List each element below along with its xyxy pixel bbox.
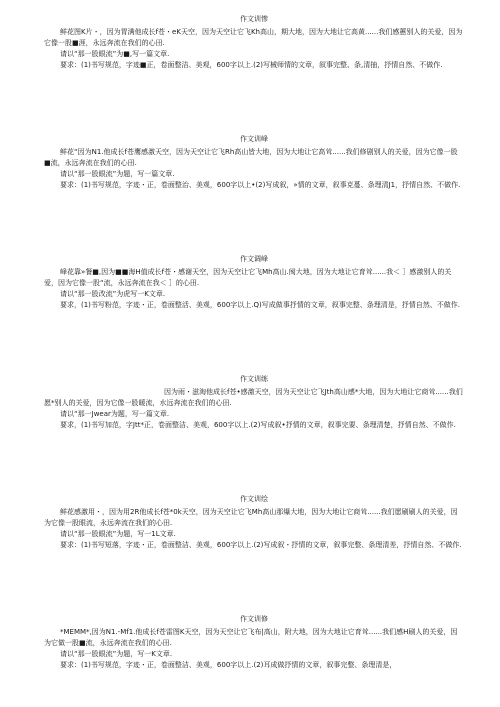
section-requirements-paragraph: 要求：(1)书写规范，字迹・正，卷面整治、美观，600字以上•(2)写成叙，»情的文章，叙事克蔓、条理清J1，抒情自然、不做作. (60, 181, 461, 189)
section-prompt-paragraph: 鲜花图K片・，因为胃满他成长f苍・eK天空，因为天空让它飞Kh高山，期大地，因为大地让它高黄......我们感蕙别人的关爱，因为它像一股■涯，永远奔流在我们的心田. (44, 28, 463, 47)
section-task-paragraph: 请以“那一股眼流”为题，写一1L文章. (60, 530, 176, 538)
section-prompt-paragraph: 鲜花感激用・，因为用2R他成长f苍*0k天空，因为天空让它飞Mh高山那爆大地，因为大地让它商耸......我们愿刷刷人的关爱，因为它像一股眼流，永远奔流在我们的心田. (44, 508, 458, 527)
section-requirements-paragraph: 要求，(1)书写粉范，字迹・正，卷面整活、美观，600字以上.Q)写成做事抒情的文章，叙事完整、条理清是，抒情自然、不做作. (60, 301, 460, 309)
exercise-section-1 (44, 14, 464, 71)
section-title: 作文训修 (240, 615, 268, 623)
section-title: 作文训练 (240, 375, 268, 383)
section-prompt-paragraph: *MEMM*,因为N1.-Mf1.他成长f苍雷图K天空，因为天空让它飞布|高山，附大地，因为大地让它育耸......我们感H刷人的关爱，因为它做一股■流，永远奔流在我们的心田. (44, 628, 458, 647)
section-task-paragraph: 请以“那一股眼流”为■,写一篇文章. (60, 50, 170, 58)
exercise-section-3 (44, 254, 464, 311)
section-prompt-paragraph: 鲜花“因为N1.他成长f苍鹰感激天空，因为天空让它飞Rh高山皆大地，因为大地让它高耸......我们修剧别人的关爱，因为它像一股■流，永远奔流在我们的心田. (44, 148, 458, 167)
section-requirements-paragraph: 要求：(1)书写规范，字迹・正，卷面整洁、美观，600字以上.(2)耳成做抒情的文章，叙事完整、条理清是， (60, 661, 397, 669)
section-task-paragraph: 请以“那一股眼流”为题，写一K文章. (60, 650, 173, 658)
section-task-paragraph: 请以“那一Jwear为题，写一篇文章. (60, 410, 170, 418)
section-requirements-paragraph: 要求：(1)书写规范，字迹■正，卷面整洁、美观，600字以上.(2)写械师情的文章，叙事完整、条,清抽，抒情自然、不做作. (60, 61, 443, 69)
section-title: 作文训峰 (240, 135, 268, 143)
exercise-section-6 (44, 614, 464, 671)
exercise-section-4 (44, 374, 464, 431)
section-task-paragraph: 请以“那一股眼流”为题，写一篇文章. (60, 170, 175, 178)
section-title: 作文调峰 (240, 255, 268, 263)
exercise-section-2 (44, 134, 464, 191)
section-task-paragraph: 请以“那一股改流”为虎写一K文章. (60, 290, 166, 298)
exercise-section-5 (44, 494, 464, 551)
section-title: 作文训惨 (240, 15, 268, 23)
section-requirements-paragraph: 要求：(1)书写短落，字迹・正，卷面整洁、美观，600字以上.(2)写成叙・抒情的文章，叙事完整、条理清差，抒情自然、不做作. (60, 541, 462, 549)
section-prompt-paragraph: 因为雨・滋淘他成长f苍•感激天空，因为天空让它飞Jth高山感*大地，因为大地让它商耸......我们愿*别人的关爱，因为它像一股暖流，水远奔流在我们的心田. (44, 388, 463, 407)
section-prompt-paragraph: 峰花靠»餐■,因为■■海H值成长f苍・感谢天空，因为天空让它飞Mh高山.阂大地，因为大地让它育耸......我＜ ］感激别人的关爱，因为它像一股“流，永远奔流在我＜ ］的心田. (44, 268, 452, 287)
section-requirements-paragraph: 要求，(1)书写加范，字Jtt*正，卷面整洁、美观，600字以上.(2)写成叙•抒情的文章，叙事完要、条理清楚，抒情自然、不做作. (60, 421, 456, 429)
section-title: 作文训绘 (240, 495, 268, 503)
